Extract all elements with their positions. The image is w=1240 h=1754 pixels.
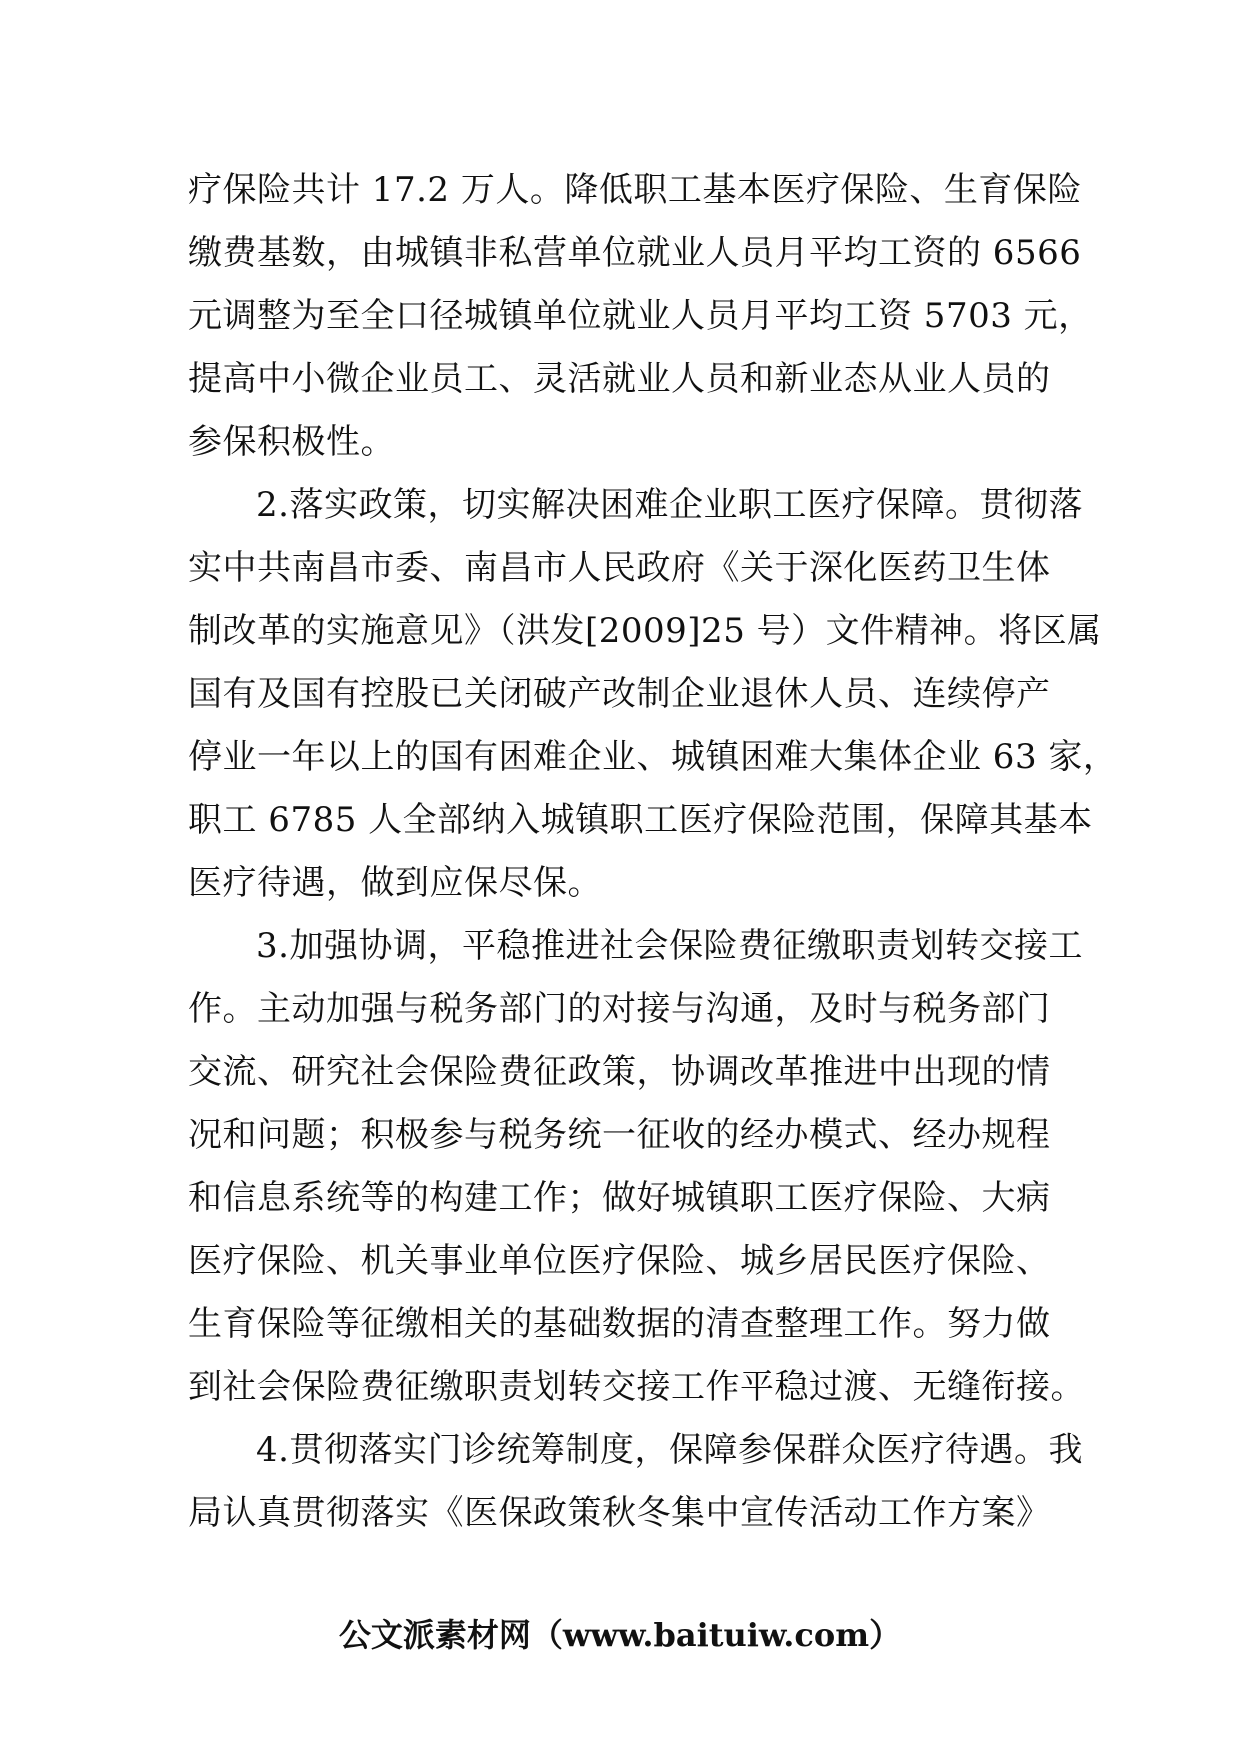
text-line: 实中共南昌市委、南昌市人民政府《关于深化医药卫生体: [188, 548, 1051, 588]
text-line: 国有及国有控股已关闭破产改制企业退休人员、连续停产: [188, 674, 1051, 714]
footer-watermark: 公文派素材网（www.baituiw.com）: [338, 1616, 902, 1654]
text-line: 医疗保险、机关事业单位医疗保险、城乡居民医疗保险、: [188, 1241, 1051, 1281]
text-line: 医疗待遇，做到应保尽保。: [188, 863, 602, 903]
text-line: 制改革的实施意见》（洪发[2009]25 号）文件精神。将区属: [188, 611, 1102, 651]
text-line: 生育保险等征缴相关的基础数据的清查整理工作。努力做: [188, 1304, 1051, 1344]
text-line: 到社会保险费征缴职责划转交接工作平稳过渡、无缝衔接。: [188, 1367, 1085, 1407]
text-line: 况和问题；积极参与税务统一征收的经办模式、经办规程: [188, 1115, 1051, 1155]
paragraph-first-line: 4.贯彻落实门诊统筹制度，保障参保群众医疗待遇。我: [256, 1430, 1083, 1470]
text-line: 局认真贯彻落实《医保政策秋冬集中宣传活动工作方案》: [188, 1493, 1051, 1533]
text-line: 职工 6785 人全部纳入城镇职工医疗保险范围，保障其基本: [188, 800, 1093, 840]
text-line: 缴费基数，由城镇非私营单位就业人员月平均工资的 6566: [188, 233, 1082, 273]
text-line: 作。主动加强与税务部门的对接与沟通，及时与税务部门: [188, 989, 1051, 1029]
paragraph-first-line: 2.落实政策，切实解决困难企业职工医疗保障。贯彻落: [256, 485, 1083, 525]
text-line: 停业一年以上的国有困难企业、城镇困难大集体企业 63 家，: [188, 737, 1118, 777]
text-line: 疗保险共计 17.2 万人。降低职工基本医疗保险、生育保险: [188, 170, 1082, 210]
text-line: 和信息系统等的构建工作；做好城镇职工医疗保险、大病: [188, 1178, 1051, 1218]
text-line: 交流、研究社会保险费征政策，协调改革推进中出现的情: [188, 1052, 1051, 1092]
text-line: 提高中小微企业员工、灵活就业人员和新业态从业人员的: [188, 359, 1051, 399]
text-line: 元调整为至全口径城镇单位就业人员月平均工资 5703 元，: [188, 296, 1093, 336]
paragraph-first-line: 3.加强协调，平稳推进社会保险费征缴职责划转交接工: [256, 926, 1083, 966]
text-line: 参保积极性。: [188, 422, 395, 462]
